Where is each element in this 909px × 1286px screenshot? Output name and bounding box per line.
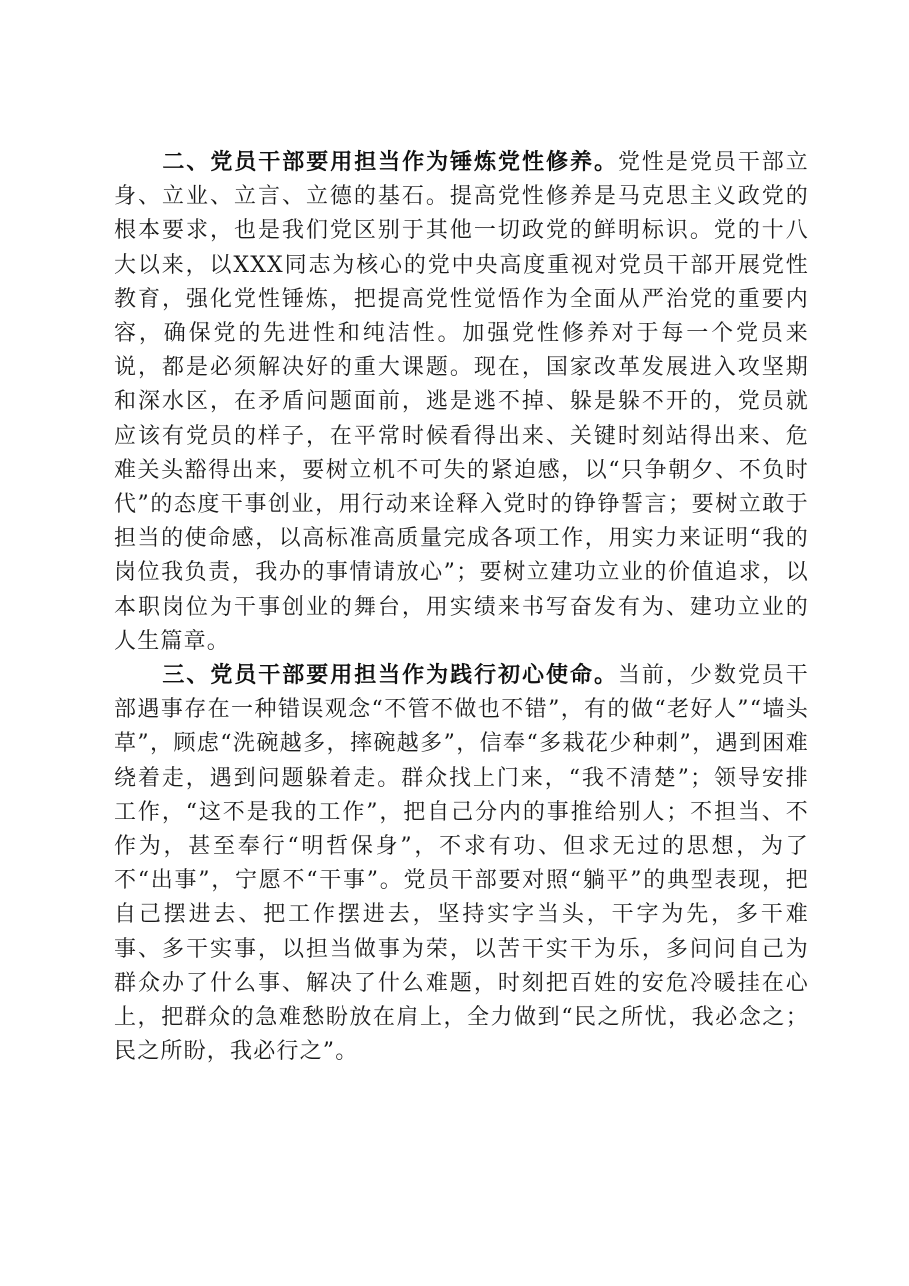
section-three-body: 当前，少数党员干部遇事存在一种错误观念“不管不做也不错”，有的做“老好人”“墙头草”，顾虑“洗碗越多，摔碗越多”，信奉“多栽花少种刺”，遇到困难绕着走，遇到问题躲着走。群众找上门来，“我不清楚”；领导安排工作，“这不是我的工作”，把自己分内的事推给别人；不担当、不作为，甚至奉行“明哲保身”，不求有功、但求无过的思想，为了不“出事”，宁愿不“干事”。党员干部要对照“躺平”的典型表现，把自己摆进去、把工作摆进去，坚持实字当头，干字为先，多干难事、多干实事，以担当做事为荣，以苦干实干为乐，多问问自己为群众办了什么事、解决了什么难题，时刻把百姓的安危冷暖挂在心上，把群众的急难愁盼放在肩上，全力做到“民之所忧，我必念之；民之所盼，我必行之”。 [114, 663, 809, 1065]
paragraph-section-three [114, 659, 809, 1069]
section-three-heading: 三、党员干部要用担当作为践行初心使命。 [162, 663, 618, 689]
document-body [114, 146, 809, 1069]
paragraph-section-two [114, 146, 809, 659]
section-two-body: 党性是党员干部立身、立业、立言、立德的基石。提高党性修养是马克思主义政党的根本要求，也是我们党区别于其他一切政党的鲜明标识。党的十八大以来，以XXX同志为核心的党中央高度重视对党员干部开展党性教育，强化党性锤炼，把提高党性觉悟作为全面从严治党的重要内容，确保党的先进性和纯洁性。加强党性修养对于每一个党员来说，都是必须解决好的重大课题。现在，国家改革发展进入攻坚期和深水区，在矛盾问题面前，逃是逃不掉、躲是躲不开的，党员就应该有党员的样子，在平常时候看得出来、关键时刻站得出来、危难关头豁得出来，要树立机不可失的紧迫感，以“只争朝夕、不负时代”的态度干事创业，用行动来诠释入党时的铮铮誓言；要树立敢于担当的使命感，以高标准高质量完成各项工作，用实力来证明“我的岗位我负责，我办的事情请放心”；要树立建功立业的价值追求，以本职岗位为干事创业的舞台，用实绩来书写奋发有为、建功立业的人生篇章。 [114, 150, 809, 654]
section-two-heading: 二、党员干部要用担当作为锤炼党性修养。 [162, 150, 618, 175]
